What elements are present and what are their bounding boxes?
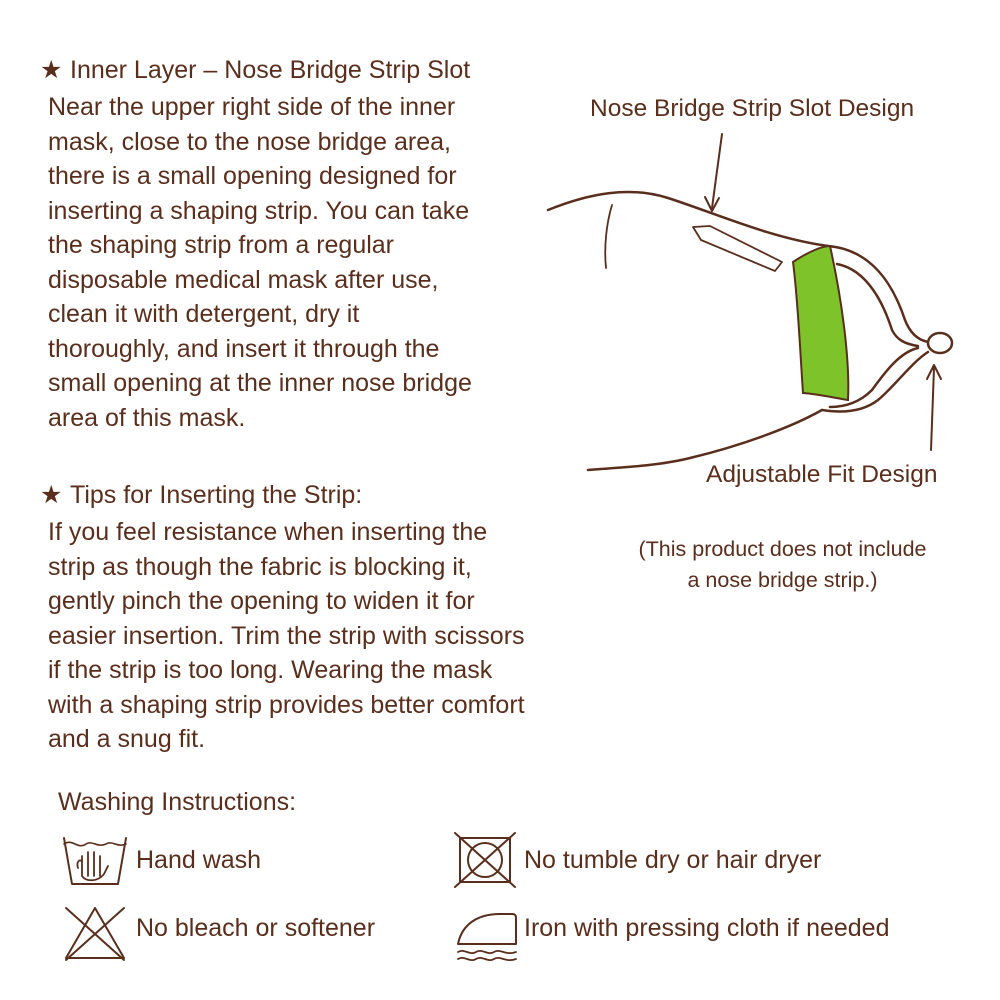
slot-arrow-icon	[712, 134, 722, 208]
paragraph-line: the shaping strip from a regular	[48, 231, 395, 259]
no-tumble-dry-icon	[454, 832, 516, 888]
paragraph-line: small opening at the inner nose bridge	[48, 369, 472, 397]
hand-wash-label: Hand wash	[136, 846, 262, 874]
section2-heading-text: Tips for Inserting the Strip:	[70, 481, 363, 509]
mask-fold-line	[605, 205, 612, 268]
paragraph-line: easier insertion. Trim the strip with scissors	[48, 621, 525, 650]
paragraph-line: thoroughly, and insert it through the	[48, 334, 440, 363]
paragraph-line: strip as though the fabric is blocking it,	[48, 552, 472, 581]
hand-wash-icon	[62, 832, 128, 890]
paragraph-line: there is a small opening designed for	[48, 162, 457, 190]
star-icon: ★	[40, 481, 63, 509]
mask-bottom-edge	[588, 410, 822, 470]
paragraph-line: disposable medical mask after use,	[48, 265, 439, 294]
no-tumble-dry-label: No tumble dry or hair dryer	[524, 846, 822, 874]
washing-title: Washing Instructions:	[58, 788, 297, 816]
mask-top-edge	[548, 192, 828, 246]
note-line: (This product does not include	[638, 537, 927, 561]
no-bleach-label: No bleach or softener	[136, 914, 376, 942]
strap-upper-inner	[837, 264, 918, 346]
paragraph-line: inserting a shaping strip. You can take	[48, 196, 470, 225]
paragraph-line: gently pinch the opening to widen it for	[48, 587, 475, 615]
green-side-panel	[793, 246, 848, 400]
fit-arrow-icon	[931, 368, 934, 450]
paragraph-line: if the strip is too long. Wearing the mask	[48, 656, 493, 684]
paragraph-line: If you feel resistance when inserting the	[48, 518, 488, 546]
paragraph-line: clean it with detergent, dry it	[48, 300, 360, 328]
iron-label: Iron with pressing cloth if needed	[524, 914, 890, 942]
paragraph-line: with a shaping strip provides better comfort	[48, 690, 525, 719]
paragraph-line: and a snug fit.	[48, 725, 206, 753]
star-icon: ★	[40, 56, 63, 84]
nose-bridge-slot-label: Nose Bridge Strip Slot Design	[590, 95, 915, 122]
section1-heading-text: Inner Layer – Nose Bridge Strip Slot	[70, 56, 471, 84]
paragraph-line: area of this mask.	[48, 403, 246, 432]
paragraph-line: Near the upper right side of the inner	[48, 93, 456, 121]
adjustable-fit-label: Adjustable Fit Design	[706, 461, 938, 488]
strap-adjuster-icon	[928, 333, 952, 353]
note-line: a nose bridge strip.)	[687, 568, 878, 592]
no-bleach-icon	[62, 902, 128, 962]
iron-icon	[454, 902, 520, 964]
paragraph-line: mask, close to the nose bridge area,	[48, 127, 452, 156]
